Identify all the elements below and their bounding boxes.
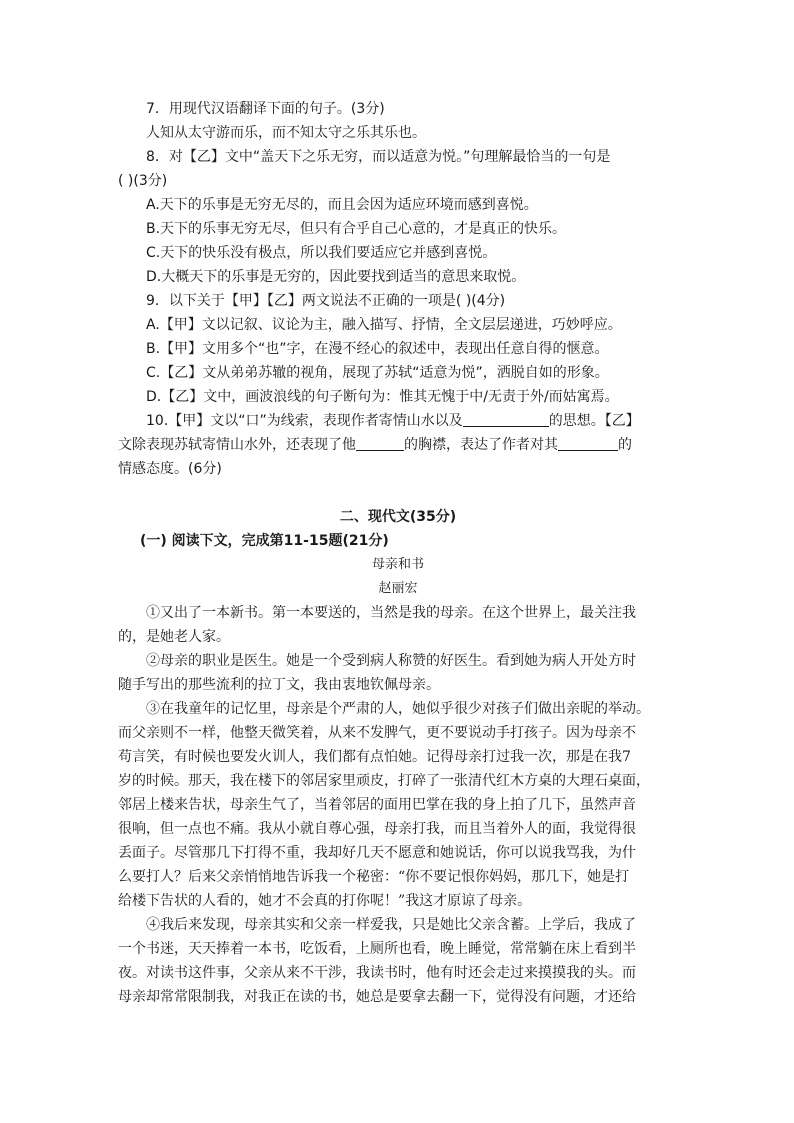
answer-blank[interactable]	[558, 436, 618, 451]
answer-blank[interactable]	[463, 412, 549, 427]
article-author: 赵丽宏	[378, 581, 418, 596]
question-7: 7．用现代汉语翻译下面的句子。(3分)	[146, 101, 385, 117]
paragraph-line: ①又出了一本新书。第一本要送的，当然是我的母亲。在这个世界上，最关注我	[146, 605, 636, 621]
answer-blank[interactable]	[356, 436, 404, 451]
paragraph-line: 随手写出的那些流利的拉丁文，我由衷地钦佩母亲。	[118, 677, 440, 693]
paragraph-line: 一个书迷，天天捧着一本书，吃饭看，上厕所也看，晚上睡觉，常常躺在床上看到半	[118, 941, 636, 957]
question-9-option-d: D.【乙】文中，画波浪线的句子断句为：惟其无愧于中/无责于外/而姑寓焉。	[146, 389, 619, 405]
question-10-text-e: 的	[618, 437, 632, 453]
paragraph-line: ③在我童年的记忆里，母亲是个严肃的人，她似乎很少对孩子们做出亲昵的举动。	[146, 701, 650, 717]
paragraph-line: ②母亲的职业是医生。她是一个受到病人称赞的好医生。看到她为病人开处方时	[146, 653, 636, 669]
question-10-text-a: 10.【甲】文以“口”为线索，表现作者寄情山水以及	[146, 413, 463, 429]
question-8-option-a: A.天下的乐事是无穷无尽的，而且会因为适应环境而感到喜悦。	[146, 197, 538, 213]
section-heading: 二、现代文(35分)	[339, 509, 457, 525]
paragraph-line: 的，是她老人家。	[118, 629, 230, 645]
paragraph-2	[118, 649, 678, 697]
question-10-line-1	[118, 409, 678, 433]
question-8-option-c: C.天下的快乐没有极点，所以我们要适应它并感到喜悦。	[146, 245, 497, 261]
paragraph-line: 而父亲则不一样，他整天微笑着，从来不发脾气，更不要说动手打孩子。因为母亲不	[118, 725, 636, 741]
paragraph-4	[118, 913, 678, 1009]
section-instruction: (一) 阅读下文，完成第11-15题(21分)	[140, 533, 389, 549]
paragraph-line: 么要打人？后来父亲悄悄地告诉我一个秘密：“你不要记恨你妈妈，那几下，她是打	[118, 869, 630, 885]
paragraph-line: 母亲却常常限制我，对我正在读的书，她总是要拿去翻一下，觉得没有问题，才还给	[118, 989, 636, 1005]
question-10-text-c: 文除表现苏轼寄情山水外，还表现了他	[118, 437, 356, 453]
question-9-option-b: B.【甲】文用多个“也”字，在漫不经心的叙述中，表现出任意自得的惬意。	[146, 341, 609, 357]
question-8-option-d: D.大概天下的乐事是无穷的，因此要找到适当的意思来取悦。	[146, 269, 526, 285]
question-9-option-c: C.【乙】文从弟弟苏辙的视角，展现了苏轼“适意为悦”，洒脱自如的形象。	[146, 365, 609, 381]
question-8-line-2: ( )(3分)	[118, 173, 168, 189]
paragraph-line: 丢面子。尽管那几下打得不重，我却好几天不愿意和她说话，你可以说我骂我，为什	[118, 845, 636, 861]
paragraph-line: ④我后来发现，母亲其实和父亲一样爱我，只是她比父亲含蓄。上学后，我成了	[146, 917, 636, 933]
paragraph-1	[118, 601, 678, 649]
questions-section	[118, 97, 678, 481]
paragraph-line: 夜。对读书这件事，父亲从来不干涉，我读书时，他有时还会走过来摸摸我的头。而	[118, 965, 636, 981]
paragraph-line: 邻居上楼来告状，母亲生气了，当着邻居的面用巴掌在我的身上拍了几下，虽然声音	[118, 797, 636, 813]
question-9: 9．以下关于【甲】【乙】两文说法不正确的一项是( )(4分)	[146, 293, 506, 309]
paragraph-line: 苟言笑，有时候也要发火训人，我们都有点怕她。记得母亲打过我一次，那是在我7	[118, 749, 631, 765]
article-title: 母亲和书	[371, 557, 424, 572]
paragraph-line: 很响，但一点也不痛。我从小就自尊心强，母亲打我，而且当着外人的面，我觉得很	[118, 821, 636, 837]
question-7-sentence: 人知从太守游而乐，而不知太守之乐其乐也。	[146, 125, 426, 141]
paragraph-line: 给楼下告状的人看的，她才不会真的打你呢！”我这才原谅了母亲。	[118, 893, 532, 909]
question-10-text-b: 的思想。【乙】	[548, 413, 640, 429]
modern-prose-section	[118, 505, 678, 1009]
article-body	[118, 601, 678, 1009]
question-8-line-1: 8．对【乙】文中“盖天下之乐无穷，而以适意为悦。”句理解最恰当的一句是	[146, 149, 611, 165]
paragraph-3	[118, 697, 678, 913]
question-10-text-d: 的胸襟，表达了作者对其	[404, 437, 558, 453]
question-8-option-b: B.天下的乐事无穷无尽，但只有合乎自己心意的，才是真正的快乐。	[146, 221, 567, 237]
paragraph-line: 岁的时候。那天，我在楼下的邻居家里顽皮，打碎了一张清代红木方桌的大理石桌面，	[118, 773, 650, 789]
question-9-option-a: A.【甲】文以记叙、议论为主，融入描写、抒情，全文层层递进，巧妙呼应。	[146, 317, 622, 333]
question-10-line-3: 情感态度。(6分)	[118, 461, 222, 477]
question-10-line-2	[118, 433, 678, 457]
